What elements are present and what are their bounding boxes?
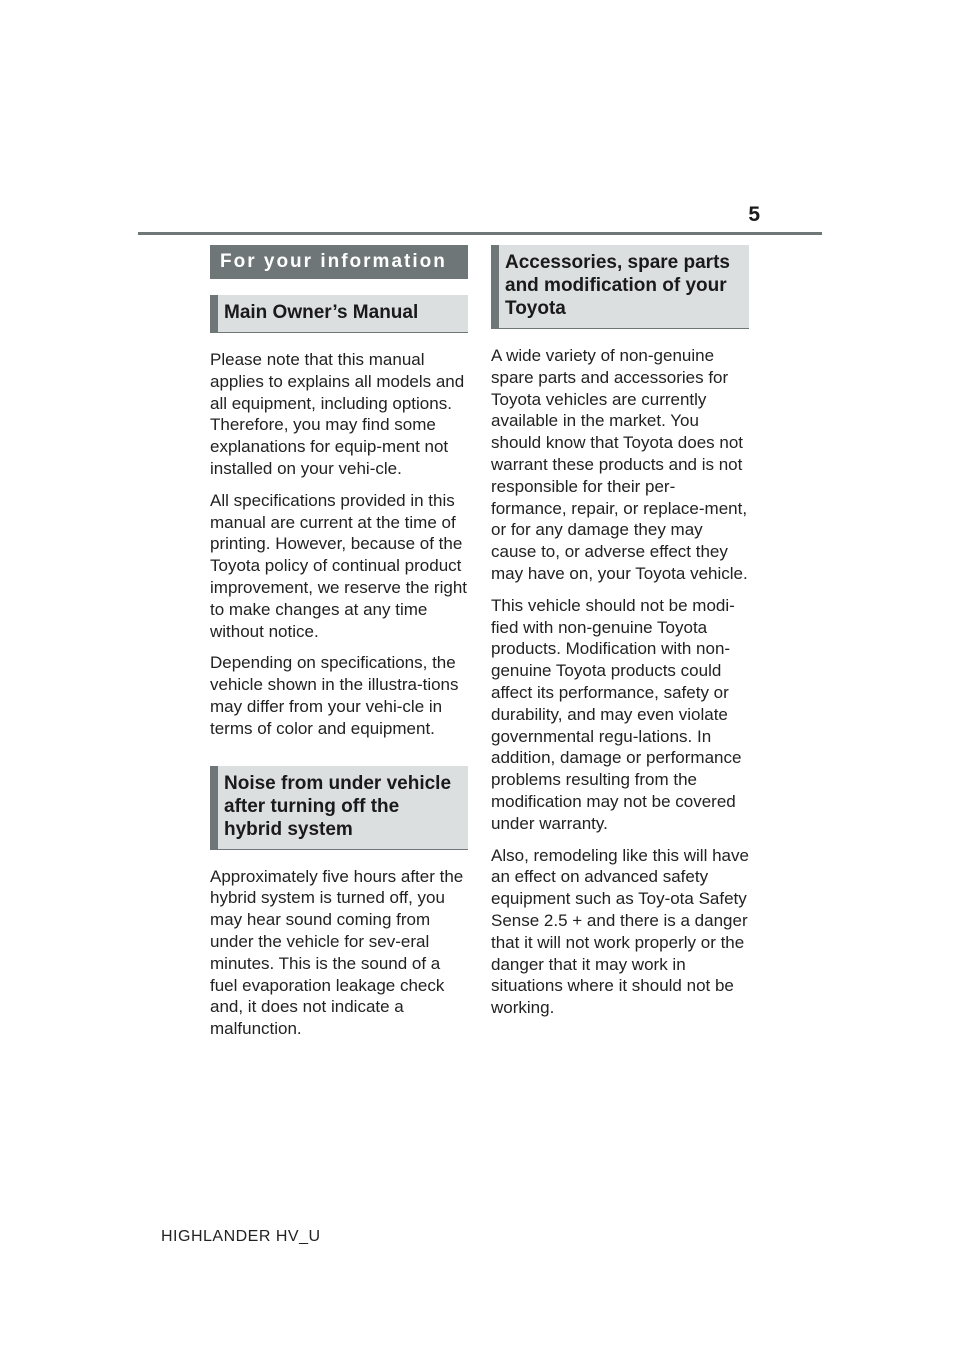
paragraph: A wide variety of non-genuine spare parts and accessories for Toyota vehicles are currently available in the market. You should know that Toyota does not warrant these products and is not responsible for their per-formance, repair, or replace-ment, or for any damage they may cause to, or adverse effect they may have on, your Toyota vehicle.: [491, 346, 748, 583]
spacer: [210, 850, 468, 866]
spacer: [491, 329, 749, 345]
paragraph: Depending on specifications, the vehicle shown in the illustra-tions may differ from your vehi-cle in terms of color and equipment.: [210, 653, 459, 738]
spacer: [210, 279, 468, 295]
spacer: [210, 750, 468, 766]
paragraph: Also, remodeling like this will have an effect on advanced safety equipment such as Toy-ota Safety Sense 2.5 + and there is a danger that it will not work properly or the danger that it may work in situations where it should not be working.: [491, 845, 749, 1018]
paragraph: Please note that this manual applies to explains all models and all equipment, including options. Therefore, you may find some explanations for equip-ment not installed on your vehi-cle.: [210, 350, 465, 478]
header-rule: [138, 232, 822, 235]
heading-main-owners-manual: Main Owner’s Manual: [210, 295, 468, 333]
paragraph: This vehicle should not be modi-fied with non-genuine Toyota products. Modification with non-genuine Toyota products could affect its performance, safety or durability, and may even violate governmental regu-lations. In addition, damage or performance problems resulting from the modification may not be covered under warranty.: [491, 595, 742, 833]
page-number: 5: [748, 203, 760, 226]
spacer: [210, 333, 468, 349]
paragraph: Approximately five hours after the hybrid system is turned off, you may hear sound coming from under the vehicle for sev-eral minutes. This is the sound of a fuel evaporation leakage check and, it does not indicate a malfunction.: [210, 866, 464, 1039]
heading-accessories-spare-parts: Accessories, spare parts and modification of your Toyota: [491, 245, 749, 329]
right-column: [491, 245, 749, 1029]
left-column: [210, 245, 468, 1050]
footer-model-code: HIGHLANDER HV_U: [161, 1228, 321, 1245]
heading-noise-under-vehicle: Noise from under vehicle after turning off the hybrid system: [210, 766, 468, 850]
section-banner: For your information: [210, 245, 468, 279]
paragraph: All specifications provided in this manual are current at the time of printing. However, because of the Toyota policy of continual product improvement, we reserve the right to make changes at any time without notice.: [210, 490, 467, 641]
